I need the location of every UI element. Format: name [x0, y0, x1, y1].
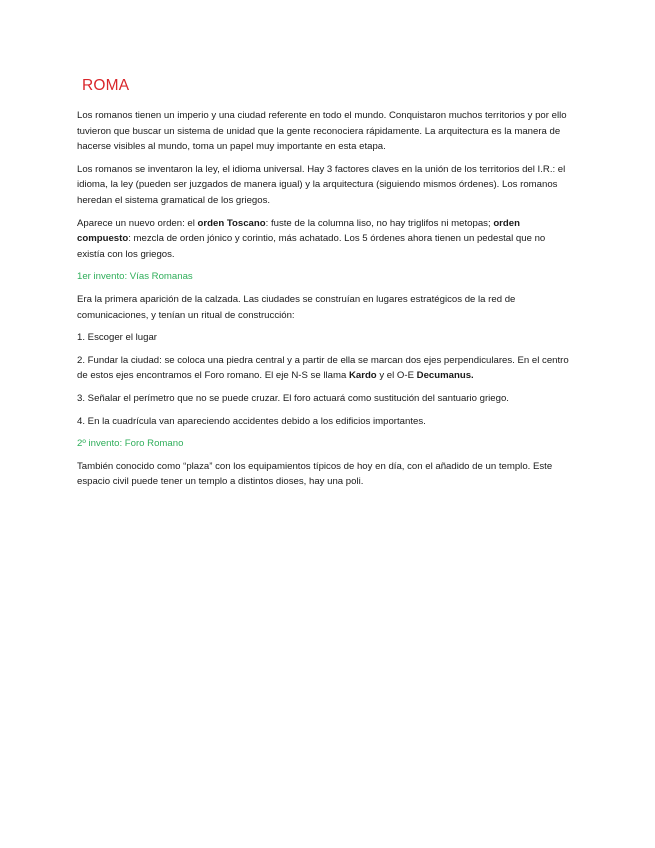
- paragraph-calzada: Era la primera aparición de la calzada. Las ciudades se construían en lugares estratégicos de la red de comunicaciones, y tenían un ritual de construcción:: [77, 293, 516, 321]
- step-2: [77, 353, 572, 384]
- text-span: : fuste de la columna liso, no hay triglifos ni metopas;: [265, 217, 494, 229]
- paragraph-law: Los romanos se inventaron la ley, el idioma universal. Hay 3 factores claves en la unión de los territorios del I.R.: el idioma, la ley (pueden ser juzgados de manera igual) y la arquitectura (siguiendo mismos órdenes). Los romanos heredan el sistema gramatical de los griegos.: [77, 163, 566, 206]
- section-heading-foro: 2º invento: Foro Romano: [77, 438, 184, 450]
- bold-term-toscano: orden Toscano: [197, 217, 266, 229]
- step-3: 3. Señalar el perímetro que no se puede cruzar. El foro actuará como sustitución del santuario griego.: [77, 392, 509, 404]
- text-span: : mezcla de orden jónico y corintio, más achatado. Los 5 órdenes ahora tienen un pedestal que no existía con los griegos.: [77, 233, 546, 260]
- text-span: Aparece un nuevo orden: el: [77, 217, 198, 229]
- bold-term-kardo: Kardo: [348, 370, 377, 382]
- page-title: ROMA: [82, 77, 130, 94]
- step-4: 4. En la cuadrícula van apareciendo accidentes debido a los edificios importantes.: [77, 415, 426, 427]
- step-1: 1. Escoger el lugar: [77, 332, 157, 344]
- paragraph-intro: Los romanos tienen un imperio y una ciudad referente en todo el mundo. Conquistaron muchos territorios y por ello tuvieron que buscar un sistema de unidad que la gente reconociera rápidamente. La arquitectura es la manera de hacerse visibles al mundo, toma un papel muy importante en esta etapa.: [77, 110, 567, 153]
- document-body: [77, 108, 572, 497]
- section-heading-vias: 1er invento: Vías Romanas: [77, 271, 193, 283]
- bold-term-compuesto: orden compuesto: [77, 217, 520, 245]
- paragraph-foro: También conocido como “plaza” con los equipamientos típicos de hoy en día, con el añadido de un templo. Este espacio civil puede tener un templo a distintos dioses, hay una poli.: [77, 460, 553, 488]
- paragraph-orders: [77, 216, 572, 263]
- text-span: y el O-E: [376, 370, 417, 382]
- bold-term-decumanus: Decumanus.: [416, 370, 474, 382]
- text-span: 2. Fundar la ciudad: se coloca una piedra central y a partir de ella se marcan dos ejes perpendiculares. En el centro de estos ejes encontramos el Foro romano. El eje N-S se llama: [77, 354, 569, 382]
